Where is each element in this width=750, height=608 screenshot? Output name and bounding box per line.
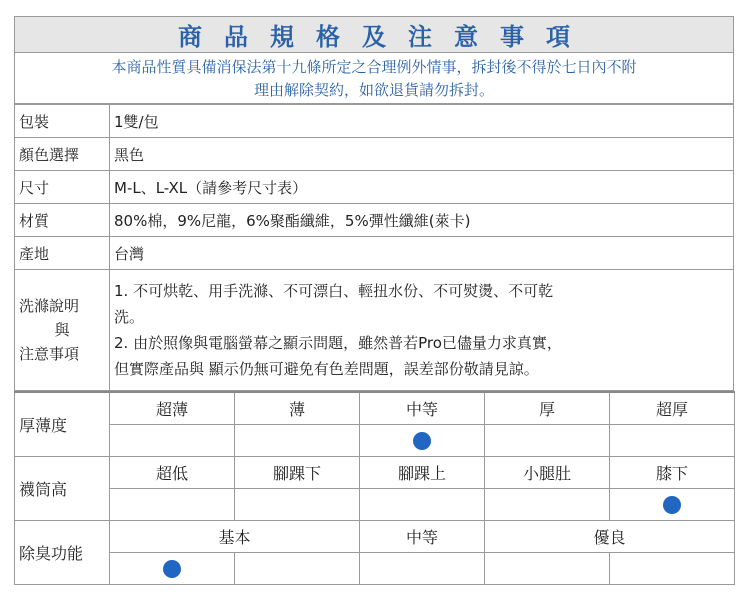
spec-value: 80%棉，9%尼龍，6%聚酯纖維，5%彈性纖維(萊卡)	[110, 204, 734, 237]
height-level: 腳踝上	[360, 457, 485, 489]
spec-value: M-L、L-XL（請參考尺寸表）	[110, 171, 734, 204]
spec-row-size	[15, 171, 734, 204]
return-notice	[14, 53, 734, 104]
care-label-line: 洗滌說明	[19, 297, 80, 315]
spec-table	[14, 104, 734, 391]
height-marker-cell	[485, 489, 610, 521]
deodorant-marker-cell	[235, 553, 360, 585]
spec-label: 產地	[15, 237, 110, 270]
height-marker-cell	[360, 489, 485, 521]
height-levels-row	[15, 457, 735, 489]
thickness-level: 薄	[235, 392, 360, 425]
spec-value: 1雙/包	[110, 105, 734, 138]
height-level: 腳踝下	[235, 457, 360, 489]
thickness-marker-cell	[360, 425, 485, 457]
height-marker-row	[15, 489, 735, 521]
care-label-line: 注意事項	[19, 345, 80, 363]
spec-value: 台灣	[110, 237, 734, 270]
care-label	[15, 270, 110, 391]
care-line: 1. 不可烘乾、用手洗滌、不可漂白、輕扭水份、不可熨燙、不可乾	[114, 282, 554, 300]
thickness-level: 超厚	[610, 392, 735, 425]
thickness-marker-row	[15, 425, 735, 457]
care-text	[110, 270, 734, 391]
height-level: 超低	[110, 457, 235, 489]
spec-row-package	[15, 105, 734, 138]
selected-dot-icon	[663, 496, 681, 514]
care-line: 洗。	[114, 308, 145, 326]
deodorant-marker-cell	[360, 553, 485, 585]
rating-grid	[14, 391, 735, 585]
thickness-label: 厚薄度	[15, 392, 110, 457]
notice-line-1: 本商品性質具備消保法第十九條所定之合理例外情事，拆封後不得於七日內不附	[111, 58, 637, 76]
spec-value: 黑色	[110, 138, 734, 171]
care-line: 2. 由於照像與電腦螢幕之顯示問題，雖然普若Pro已儘量力求真實，	[114, 334, 562, 352]
care-line: 但實際產品與 顯示仍無可避免有色差問題，誤差部份敬請見諒。	[114, 360, 539, 378]
spec-label: 材質	[15, 204, 110, 237]
height-level: 小腿肚	[485, 457, 610, 489]
deodorant-marker-row	[15, 553, 735, 585]
selected-dot-icon	[163, 560, 181, 578]
deodorant-marker-cell	[485, 553, 610, 585]
spec-row-material	[15, 204, 734, 237]
spec-label: 包裝	[15, 105, 110, 138]
notice-line-2: 理由解除契約，如欲退貨請勿拆封。	[253, 81, 494, 99]
selected-dot-icon	[413, 432, 431, 450]
thickness-level: 超薄	[110, 392, 235, 425]
height-marker-cell	[610, 489, 735, 521]
height-level: 膝下	[610, 457, 735, 489]
height-label: 襪筒高	[15, 457, 110, 521]
deodorant-marker-cell	[610, 553, 735, 585]
spec-row-color	[15, 138, 734, 171]
deodorant-levels-row	[15, 521, 735, 553]
thickness-marker-cell	[110, 425, 235, 457]
spec-row-care	[15, 270, 734, 391]
care-label-line: 與	[54, 321, 70, 339]
spec-label: 尺寸	[15, 171, 110, 204]
thickness-level: 厚	[485, 392, 610, 425]
thickness-level: 中等	[360, 392, 485, 425]
height-marker-cell	[110, 489, 235, 521]
deodorant-label: 除臭功能	[15, 521, 110, 585]
thickness-marker-cell	[485, 425, 610, 457]
height-marker-cell	[235, 489, 360, 521]
spec-sheet	[14, 16, 734, 585]
thickness-marker-cell	[235, 425, 360, 457]
deodorant-level: 基本	[110, 521, 360, 553]
spec-row-origin	[15, 237, 734, 270]
deodorant-level: 中等	[360, 521, 485, 553]
deodorant-marker-cell	[110, 553, 235, 585]
thickness-marker-cell	[610, 425, 735, 457]
spec-label: 顏色選擇	[15, 138, 110, 171]
thickness-levels-row	[15, 392, 735, 425]
deodorant-level: 優良	[485, 521, 735, 553]
page-title: 商品規格及注意事項	[14, 16, 734, 53]
